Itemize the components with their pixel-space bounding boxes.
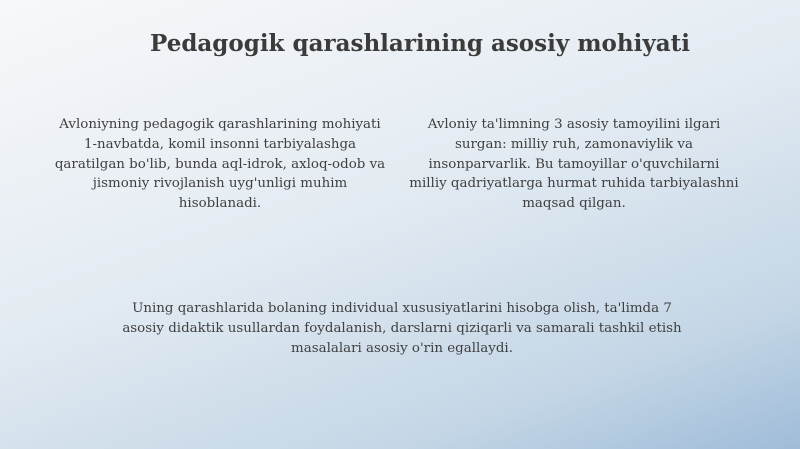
slide-title: Pedagogik qarashlarining asosiy mohiyati bbox=[150, 30, 690, 57]
paragraph-bottom: Uning qarashlarida bolaning individual xususiyatlarini hisobga olish, ta'limda 7 asosiy didaktik usullardan foydalanish, darslarni qiziqarli va samarali tashkil etish masalalari asosiy o'rin egallaydi. bbox=[122, 301, 682, 356]
paragraph-right: Avloniy ta'limning 3 asosiy tamoyilini ilgari surgan: milliy ruh, zamonaviylik va insonparvarlik. Bu tamoyillar o'quvchilarni milliy qadriyatlarga hurmat ruhida tarbiyalashni maqsad qilgan. bbox=[409, 117, 739, 212]
paragraph-left: Avloniyning pedagogik qarashlarining mohiyati 1-navbatda, komil insonni tarbiyalashga qaratilgan bo'lib, bunda aql-idrok, axloq-odob va jismoniy rivojlanish uyg'unligi muhim hisoblanadi. bbox=[54, 117, 386, 212]
